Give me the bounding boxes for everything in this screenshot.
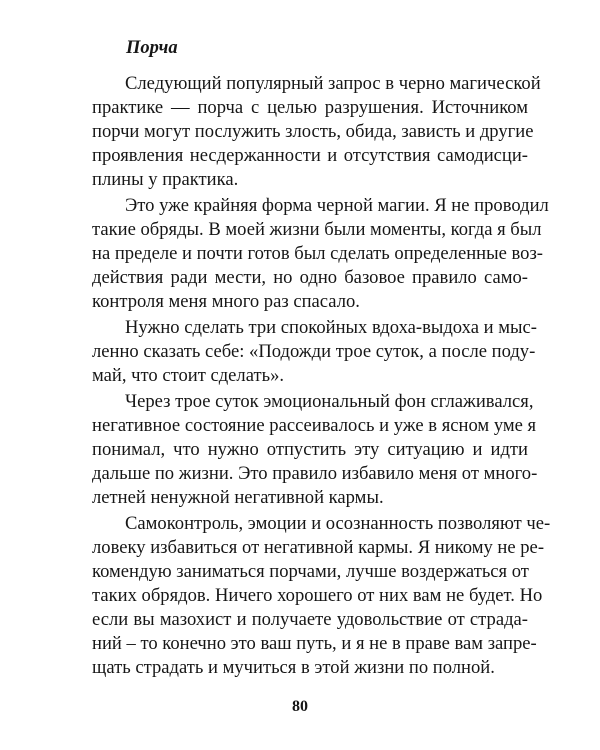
text-line: Это уже крайняя форма черной магии. Я не проводил [125, 195, 549, 216]
text-line: негативное состояние рассеивалось и уже в ясном уме я [92, 415, 537, 436]
page-number: 80 [292, 698, 308, 715]
text-line: ловеку избавиться от негативной кармы. Я никому не ре- [92, 537, 545, 558]
text-line: если вы мазохист и получаете удовольствие от страда- [92, 609, 528, 630]
section-heading: Порча [126, 38, 178, 58]
text-line: май, что стоит сделать». [92, 365, 285, 386]
text-line: контроля меня много раз спасало. [92, 291, 360, 312]
text-line: Нужно сделать три спокойных вдоха-выдоха и мыс- [125, 317, 537, 338]
text-line: на пределе и почти готов был сделать определенные воз- [92, 243, 543, 264]
text-line: порчи могут послужить злость, обида, зависть и другие [92, 121, 534, 142]
text-line: ленно сказать себе: «Подожди трое суток, а после поду- [92, 341, 536, 362]
text-line: Самоконтроль, эмоции и осознанность позволяют че- [125, 513, 551, 534]
text-line: дальше по жизни. Это правило избавило меня от много- [92, 463, 538, 484]
text-line: летней ненужной негативной кармы. [92, 487, 384, 508]
text-line: проявления несдержанности и отсутствия самодисци- [92, 145, 528, 166]
text-line: действия ради мести, но одно базовое правило само- [92, 267, 528, 288]
text-line: щать страдать и мучиться в этой жизни по полной. [92, 657, 495, 678]
text-line: Через трое суток эмоциональный фон сглаживался, [125, 391, 534, 412]
text-line: комендую заниматься порчами, лучше воздержаться от [92, 561, 529, 582]
text-line: такие обряды. В моей жизни были моменты, когда я был [92, 219, 542, 240]
text-line: плины у практика. [92, 169, 239, 190]
text-line: ний – то конечно это ваш путь, и я не в праве вам запре- [92, 633, 537, 654]
text-line: понимал, что нужно отпустить эту ситуацию и идти [92, 439, 528, 460]
text-line: таких обрядов. Ничего хорошего от них вам не будет. Но [92, 585, 543, 606]
text-line: практике — порча с целью разрушения. Источником [92, 97, 528, 118]
text-line: Следующий популярный запрос в черно магической [125, 73, 541, 94]
